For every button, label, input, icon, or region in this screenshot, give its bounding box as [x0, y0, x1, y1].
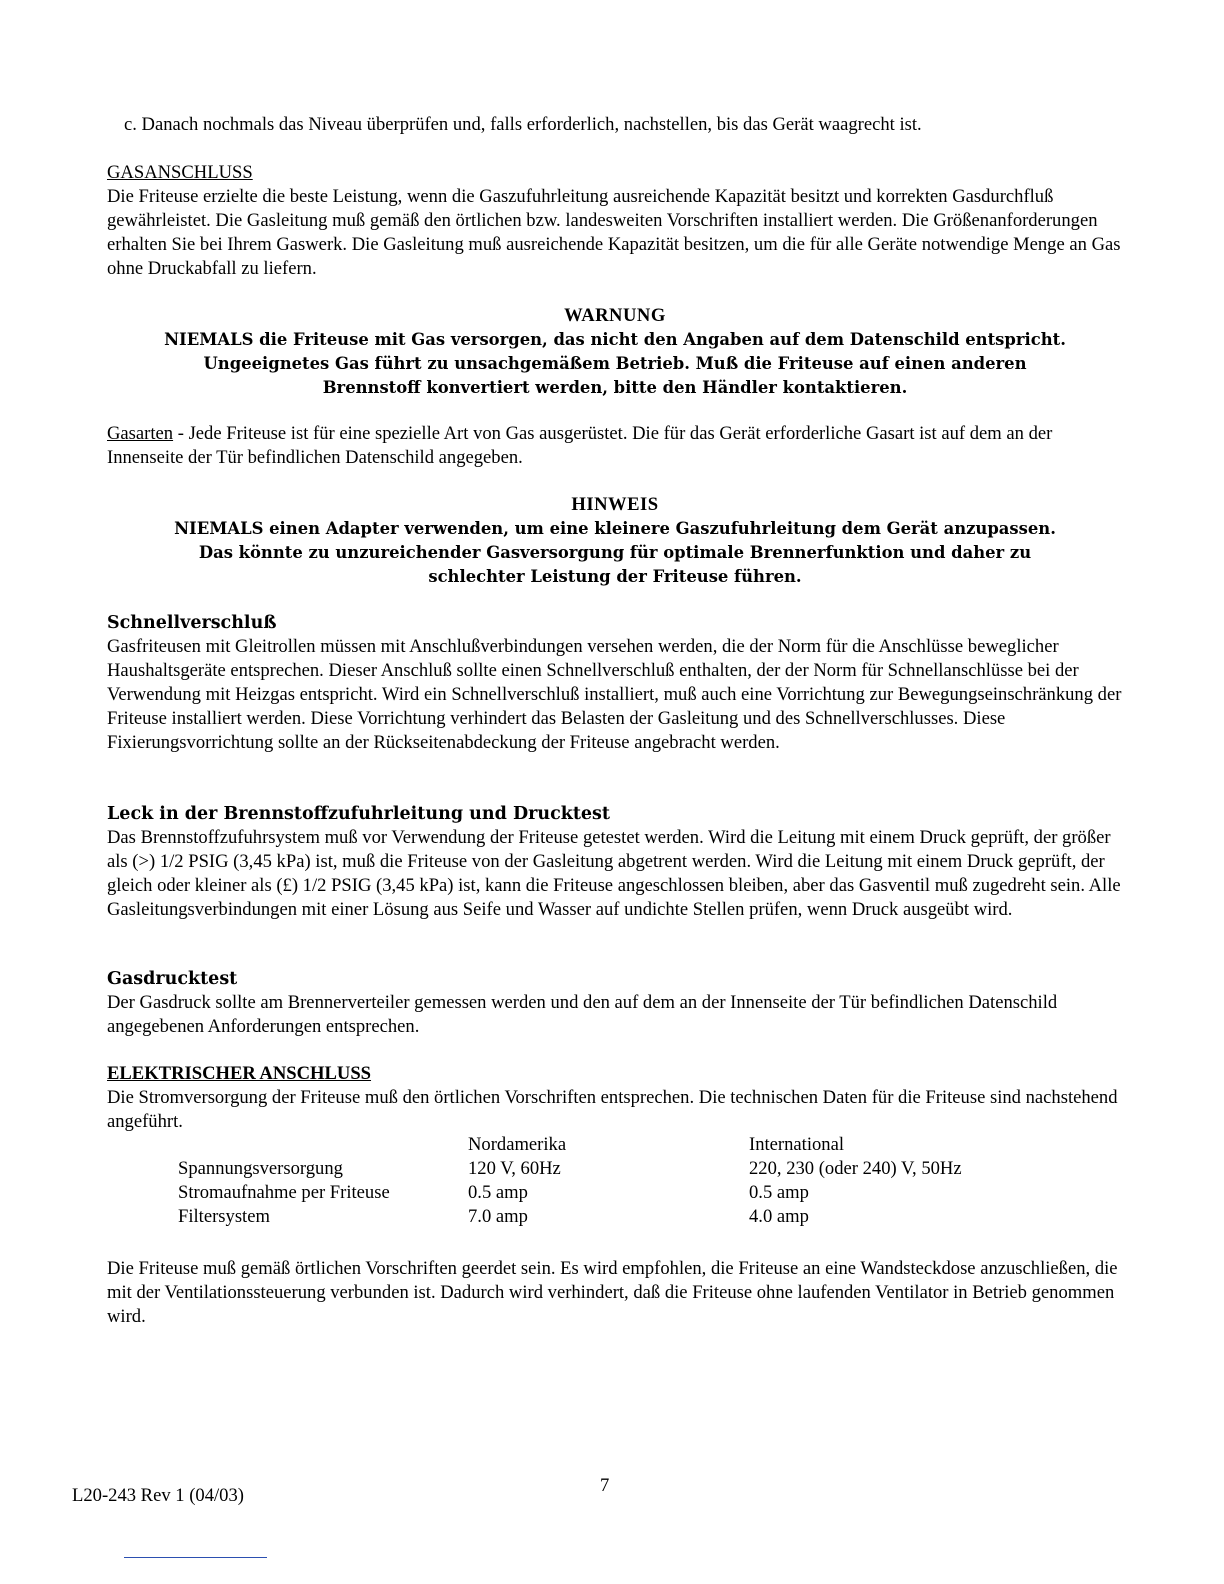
- gas-types-body: - Jede Friteuse ist für eine spezielle Art von Gas ausgerüstet. Die für das Gerät erforderliche Gasart ist auf dem an der Innenseite der Tür befindlichen Datenschild angegeben.: [107, 423, 1053, 468]
- quick-disconnect-section: [107, 611, 1129, 755]
- notice-line-1: NIEMALS einen Adapter verwenden, um eine kleinere Gaszufuhrleitung dem Gerät anzupassen.: [174, 519, 1056, 538]
- spec-row-intl: 220, 230 (oder 240) V, 50Hz: [749, 1158, 962, 1179]
- leak-test-heading: Leck in der Brennstoffzufuhrleitung und Drucktest: [107, 804, 610, 824]
- grounding-paragraph: Die Friteuse muß gemäß örtlichen Vorschriften geerdet sein. Es wird empfohlen, die Friteuse an eine Wandsteckdose anzuschließen, die mit der Ventilationssteuerung verbunden ist. Dadurch wird verhindert, daß die Friteuse ohne laufenden Ventilator in Betrieb genommen wird.: [107, 1258, 1118, 1327]
- spec-table: [178, 1133, 1049, 1229]
- step-c-paragraph: c. Danach nochmals das Niveau überprüfen und, falls erforderlich, nachstellen, bis das Gerät waagrecht ist.: [124, 114, 922, 135]
- pressure-test-section: [107, 967, 1129, 1039]
- warning-box: [107, 304, 1123, 400]
- warning-line-3: Brennstoff konvertiert werden, bitte den Händler kontaktieren.: [322, 378, 908, 397]
- quick-disconnect-body: Gasfriteusen mit Gleitrollen müssen mit Anschlußverbindungen versehen werden, die der Norm für die Anschlüsse beweglicher Haushaltsgeräte entsprechen. Dieser Anschluß sollte einen Schnellverschluß enthalten, der der Norm für Schnellanschlüsse bei der Verwendung mit Heizgas entspricht. Wird ein Schnellverschluß installiert, muß auch eine Vorrichtung zur Bewegungseinschränkung der Friteuse installiert werden. Diese Vorrichtung verhindert das Belasten der Gasleitung und des Schnellverschlusses. Diese Fixierungsvorrichtung sollte an der Rückseitenabdeckung der Friteuse angebracht werden.: [107, 636, 1122, 753]
- spec-table-header-empty: [178, 1133, 468, 1157]
- electrical-section: [107, 1062, 1129, 1134]
- warning-title: WARNUNG: [564, 305, 666, 326]
- footer-doc-id: L20-243 Rev 1 (04/03): [72, 1485, 244, 1506]
- gas-connection-section: [107, 161, 1129, 281]
- warning-line-1: NIEMALS die Friteuse mit Gas versorgen, das nicht den Angaben auf dem Datenschild entspricht.: [164, 330, 1066, 349]
- notice-line-3: schlechter Leistung der Friteuse führen.: [428, 567, 802, 586]
- page-number: 7: [600, 1475, 610, 1496]
- table-row: [178, 1157, 1049, 1181]
- spec-row-na: 120 V, 60Hz: [468, 1158, 561, 1179]
- gas-connection-body: Die Friteuse erzielte die beste Leistung, wenn die Gaszufuhrleitung ausreichende Kapazität besitzt und korrekten Gasdurchfluß gewährleistet. Die Gasleitung muß gemäß den örtlichen bzw. landesweiten Vorschriften installiert werden. Die Größenanforderungen erhalten Sie bei Ihrem Gaswerk. Die Gasleitung muß ausreichende Kapazität besitzen, um die für alle Geräte notwendige Menge an Gas ohne Druckabfall zu liefern.: [107, 186, 1121, 279]
- quick-disconnect-heading: Schnellverschluß: [107, 613, 277, 633]
- notice-box: [107, 493, 1123, 589]
- gas-types-paragraph: [107, 422, 1129, 470]
- electrical-heading: ELEKTRISCHER ANSCHLUSS: [107, 1063, 372, 1084]
- spec-row-na: 7.0 amp: [468, 1206, 528, 1227]
- pressure-test-body: Der Gasdruck sollte am Brennerverteiler gemessen werden und den auf dem an der Innenseite der Tür befindlichen Datenschild angegebenen Anforderungen entsprechen.: [107, 992, 1058, 1037]
- pressure-test-heading: Gasdrucktest: [107, 969, 238, 989]
- table-row: [178, 1205, 1049, 1229]
- electrical-body: Die Stromversorgung der Friteuse muß den örtlichen Vorschriften entsprechen. Die technischen Daten für die Friteuse sind nachstehend angeführt.: [107, 1087, 1118, 1132]
- notice-title: HINWEIS: [571, 494, 659, 515]
- notice-line-2: Das könnte zu unzureichender Gasversorgung für optimale Brennerfunktion und daher zu: [198, 543, 1032, 562]
- leak-test-body: Das Brennstoffzufuhrsystem muß vor Verwendung der Friteuse getestet werden. Wird die Leitung mit einem Druck geprüft, der größer als (>) 1/2 PSIG (3,45 kPa) ist, muß die Friteuse von der Gasleitung abgetrent werden. Wird die Leitung mit einem Druck geprüft, der gleich oder kleiner als (£) 1/2 PSIG (3,45 kPa) ist, kann die Friteuse angeschlossen bleiben, aber das Gasventil muß zugedreht sein. Alle Gasleitungsverbindungen mit einer Lösung aus Seife und Wasser auf undichte Stellen prüfen, wenn Druck ausgeübt wird.: [107, 827, 1121, 920]
- spec-table-header-na: Nordamerika: [468, 1134, 567, 1155]
- gas-types-label: Gasarten: [107, 423, 174, 444]
- spec-table-header-intl: International: [749, 1134, 844, 1155]
- table-row: [178, 1181, 1049, 1205]
- gas-connection-heading: GASANSCHLUSS: [107, 162, 253, 183]
- spec-row-label: Spannungsversorgung: [178, 1158, 343, 1179]
- spec-row-label: Filtersystem: [178, 1206, 270, 1227]
- spec-row-intl: 0.5 amp: [749, 1182, 809, 1203]
- spec-row-na: 0.5 amp: [468, 1182, 528, 1203]
- spec-table-header-row: [178, 1133, 1049, 1157]
- spec-row-intl: 4.0 amp: [749, 1206, 809, 1227]
- leak-test-section: [107, 802, 1129, 922]
- spec-row-label: Stromaufnahme per Friteuse: [178, 1182, 390, 1203]
- warning-line-2: Ungeeignetes Gas führt zu unsachgemäßem Betrieb. Muß die Friteuse auf einen anderen: [203, 354, 1027, 373]
- footnote-divider: [124, 1557, 267, 1558]
